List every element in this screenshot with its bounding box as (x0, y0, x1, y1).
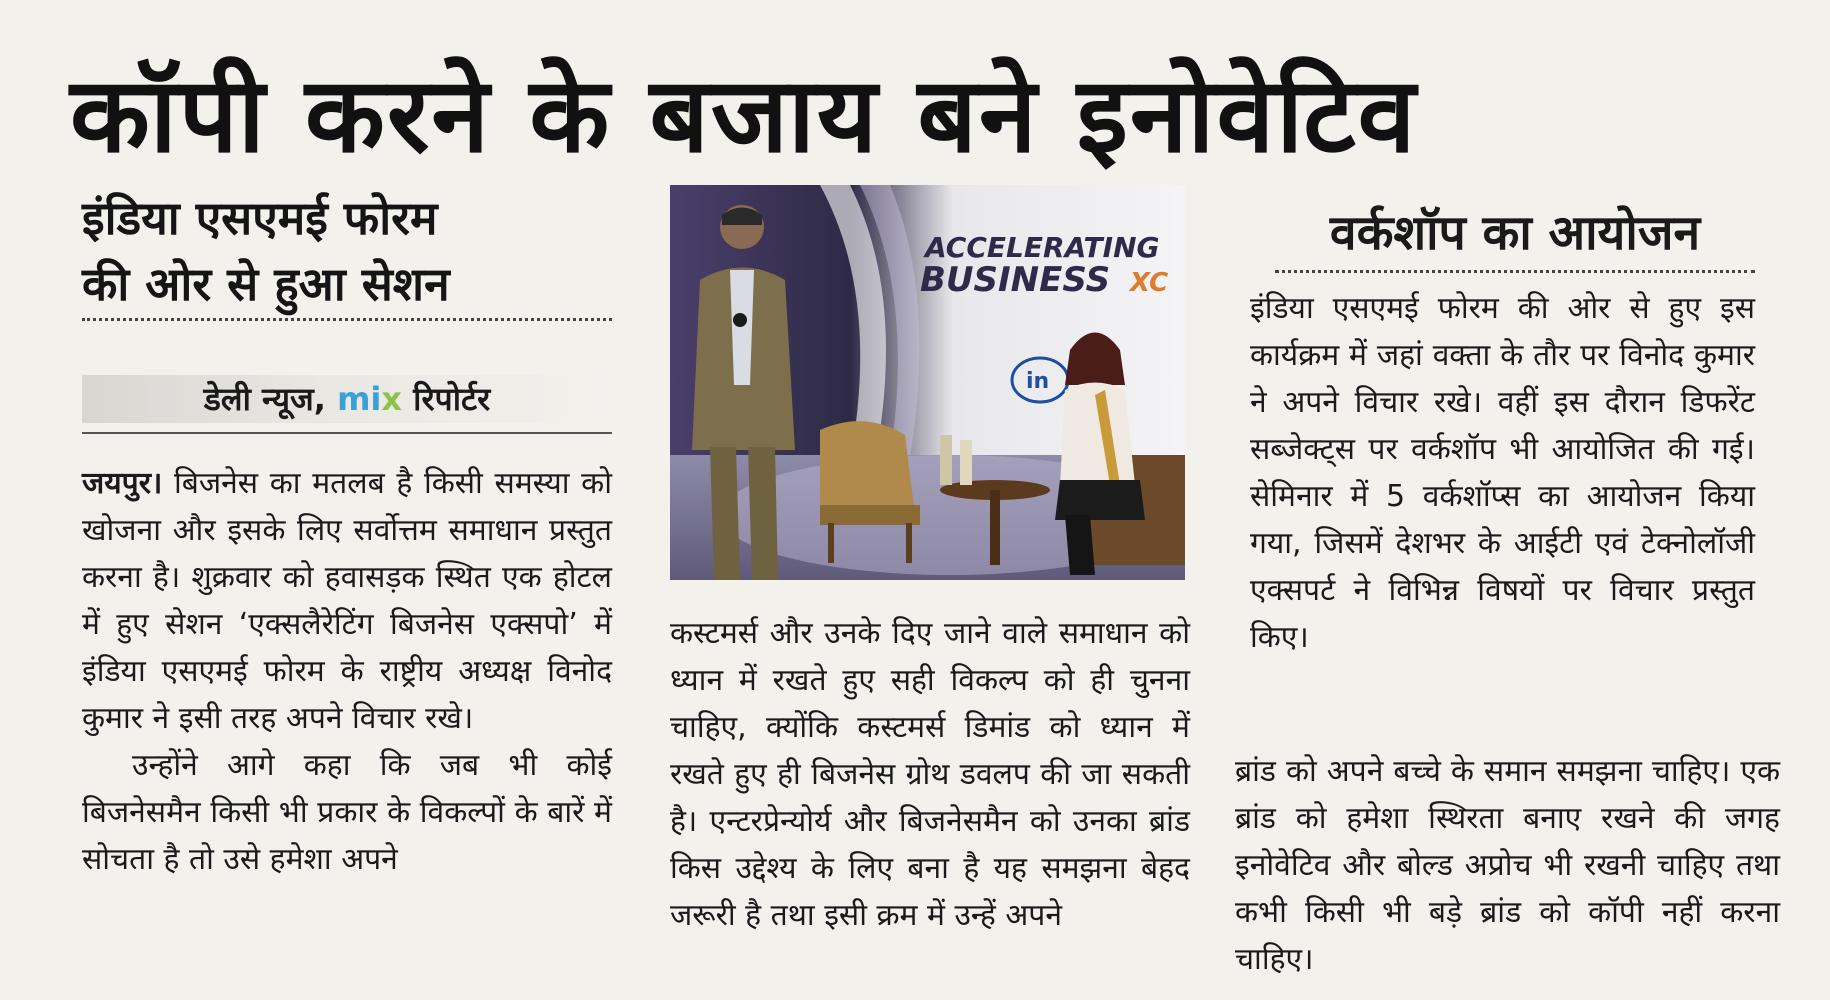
mix-logo-i: i (370, 380, 382, 418)
subheadline-line-2: की ओर से हुआ सेशन (82, 257, 450, 311)
column-1-para-1: बिजनेस का मतलब है किसी समस्या को खोजना और इसके लिए सर्वोत्तम समाधान प्रस्तुत करना है। शुक्रवार को हवासड़क स्थित एक होटल में हुए सेशन ‘एक्सलैरेटिंग बिजनेस एक्सपो’ में इंडिया एसएमई फोरम के राष्ट्रीय अध्यक्ष विनोद कुमार ने इसी तरह अपने विचार रखे। (82, 466, 612, 736)
mix-logo-m: m (337, 380, 371, 418)
subheadline (82, 185, 612, 317)
byline-divider (82, 432, 612, 434)
mix-logo-x: x (381, 380, 403, 418)
event-photo (670, 185, 1185, 580)
subhead-divider (82, 318, 612, 321)
sidebar-box (1250, 285, 1755, 705)
column-1-para-2: उन्होंने आगे कहा कि जब भी कोई बिजनेसमैन किसी भी प्रकार के विकल्पों के बारें में सोचता है तो उसे हमेशा अपने (82, 748, 612, 877)
sidebar-heading: वर्कशॉप का आयोजन (1329, 205, 1701, 261)
byline-suffix: रिपोर्टर (413, 380, 491, 418)
logo-text: in (1026, 369, 1050, 394)
byline (82, 375, 612, 423)
byline-prefix: डेली न्यूज, (203, 380, 326, 418)
column-3-text: ब्रांड को अपने बच्चे के समान समझना चाहिए। एक ब्रांड को हमेशा स्थिरता बनाए रखने की जगह इनोवेटिव और बोल्ड अप्रोच भी रखनी चाहिए तथा कभी किसी भी बड़े ब्रांड को कॉपी नहीं करना चाहिए। (1235, 754, 1780, 977)
dateline: जयपुर। (82, 466, 163, 501)
sidebar-text: इंडिया एसएमई फोरम की ओर से हुए इस कार्यक्रम में जहां वक्ता के तौर पर विनोद कुमार ने अपने विचार रखे। वहीं इस दौरान डिफरेंट सब्जेक्ट्स पर वर्कशॉप भी आयोजित की गई। सेमिनार में 5 वर्कशॉप्स का आयोजन किया गया, जिसमें देशभर के आईटी एवं टेक्नोलॉजी एक्सपर्ट ने विभिन्न विषयों पर विचार प्रस्तुत किए। (1250, 291, 1755, 655)
headline: कॉपी करने के बजाय बने इनोवेटिव (70, 54, 1418, 176)
banner-line-1: ACCELERATING (925, 231, 1160, 264)
column-2 (670, 610, 1190, 970)
banner-suffix: XC (1130, 268, 1169, 298)
column-2-text: कस्टमर्स और उनके दिए जाने वाले समाधान को ध्यान में रखते हुए सही विकल्प को ही चुनना चाहिए, क्योंकि कस्टमर्स डिमांड को ध्यान में रखते हुए ही बिजनेस ग्रोथ डवलप की जा सकती है। एन्टरप्रेन्योर्य और बिजनेसमैन को उनका ब्रांड किस उद्देश्य के लिए बना है यह समझना बेहद जरूरी है तथा इसी क्रम में उन्हें अपने (670, 616, 1190, 933)
banner-line-2: BUSINESS (920, 260, 1111, 300)
subheadline-line-1: इंडिया एसएमई फोरम (82, 191, 438, 245)
sidebar-heading-divider (1275, 270, 1755, 273)
column-3 (1235, 748, 1780, 978)
column-1 (82, 460, 612, 970)
event-photo-illustration (670, 185, 1185, 580)
